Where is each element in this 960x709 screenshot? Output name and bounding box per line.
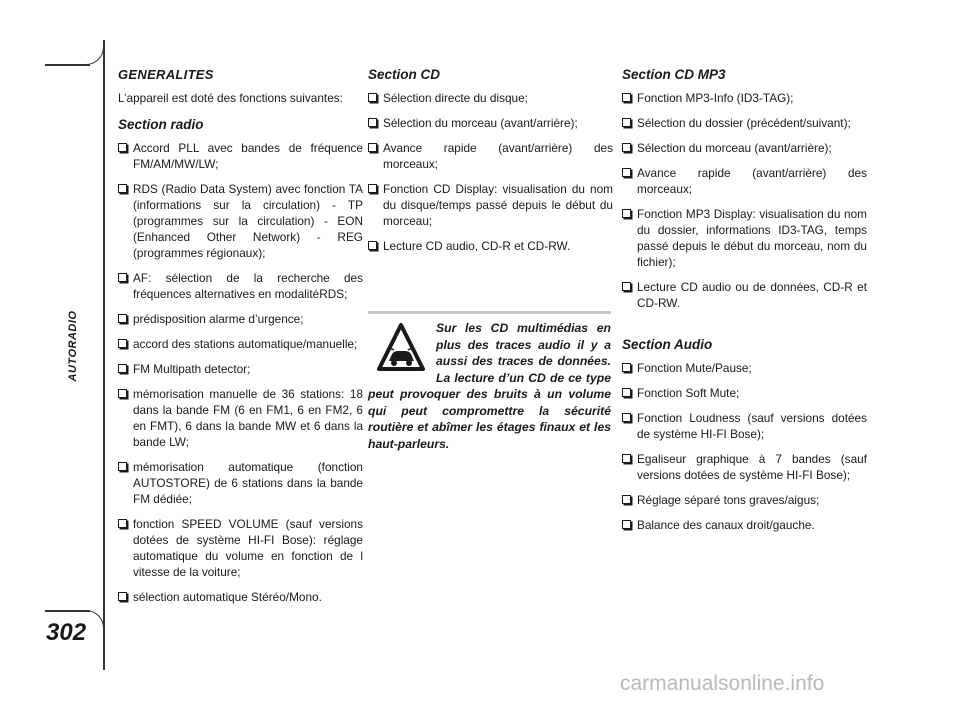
column-middle [368,66,613,263]
checkbox-bullet-icon [622,168,631,177]
list-item: RDS (Radio Data System) avec fonction TA (informations sur la circulation) - TP (programmes sur la circulation) - EON (Enhanced Other Network) - REG (programmes régionaux); [118,181,363,261]
checkbox-bullet-icon [118,592,127,601]
list-item: Sélection du morceau (avant/arrière); [622,140,867,156]
list-item: accord des stations automatique/manuelle; [118,336,363,352]
checkbox-bullet-icon [368,241,377,250]
checkbox-bullet-icon [622,413,631,422]
page-number: 302 [46,619,87,646]
checkbox-bullet-icon [118,519,127,528]
margin-curve-top [86,40,104,65]
checkbox-bullet-icon [622,93,631,102]
cd-feature-list [368,90,613,254]
list-item: Réglage séparé tons graves/aigus; [622,492,867,508]
checkbox-bullet-icon [368,118,377,127]
column-left [118,66,363,614]
list-item: Avance rapide (avant/arrière) des morceaux; [368,140,613,172]
list-item: Sélection du morceau (avant/arrière); [368,115,613,131]
list-item: Lecture CD audio ou de données, CD-R et CD-RW. [622,279,867,311]
section-side-label: AUTORADIO [67,310,79,382]
list-item: Sélection directe du disque; [368,90,613,106]
audio-feature-list [622,360,867,533]
checkbox-bullet-icon [622,454,631,463]
list-item: mémorisation manuelle de 36 stations: 18 dans la bande FM (6 en FM1, 6 en FM2, 6 en FMT), 6 dans la bande MW et 6 dans la bande LW; [118,386,363,450]
checkbox-bullet-icon [622,209,631,218]
checkbox-bullet-icon [118,389,127,398]
list-item: AF: sélection de la recherche des fréquences alternatives en modalitéRDS; [118,270,363,302]
checkbox-bullet-icon [118,314,127,323]
list-item: Balance des canaux droit/gauche. [622,517,867,533]
margin-tick-bottom [45,610,90,612]
list-item: fonction SPEED VOLUME (sauf versions dotées de système HI-FI Bose): réglage automatique du volume en fonction de l vitesse de la voiture; [118,516,363,580]
list-item: Fonction Soft Mute; [622,385,867,401]
margin-curve-bottom [86,610,104,635]
list-item: Egaliseur graphique à 7 bandes (sauf versions dotées de système HI-FI Bose); [622,451,867,483]
list-item: Fonction MP3-Info (ID3-TAG); [622,90,867,106]
list-item: Fonction Loudness (sauf versions dotées de système HI-FI Bose); [622,410,867,442]
mp3-feature-list [622,90,867,311]
list-item: Avance rapide (avant/arrière) des morceaux; [622,165,867,197]
checkbox-bullet-icon [622,282,631,291]
checkbox-bullet-icon [118,143,127,152]
checkbox-bullet-icon [622,495,631,504]
heading-section-radio: Section radio [118,117,204,132]
checkbox-bullet-icon [118,364,127,373]
watermark-text: carmanualsonline.info [620,672,825,695]
checkbox-bullet-icon [118,339,127,348]
intro-paragraph: L’appareil est doté des fonctions suivantes: [118,91,343,105]
checkbox-bullet-icon [622,118,631,127]
checkbox-bullet-icon [622,388,631,397]
checkbox-bullet-icon [118,273,127,282]
list-item: Accord PLL avec bandes de fréquence FM/AM/MW/LW; [118,140,363,172]
checkbox-bullet-icon [368,184,377,193]
margin-rule [103,40,105,670]
warning-car-icon [376,322,426,374]
checkbox-bullet-icon [368,143,377,152]
column-right [622,66,867,542]
checkbox-bullet-icon [118,462,127,471]
list-item: Fonction Mute/Pause; [622,360,867,376]
list-item: Sélection du dossier (précédent/suivant); [622,115,867,131]
heading-section-audio: Section Audio [622,337,713,352]
checkbox-bullet-icon [118,184,127,193]
list-item: Lecture CD audio, CD-R et CD-RW. [368,238,613,254]
warning-notice [368,311,611,452]
list-item: Fonction MP3 Display: visualisation du nom du dossier, informations ID3-TAG, temps passé depuis le début du morceau, nom du fichier); [622,206,867,270]
list-item: Fonction CD Display: visualisation du nom du disque/temps passé depuis le début du morceau; [368,181,613,229]
list-item: sélection automatique Stéréo/Mono. [118,589,363,605]
heading-section-cd-mp3: Section CD MP3 [622,67,726,82]
list-item: FM Multipath detector; [118,361,363,377]
margin-tick-top [45,64,90,66]
checkbox-bullet-icon [622,143,631,152]
heading-generalites: GENERALITES [118,67,214,82]
checkbox-bullet-icon [622,363,631,372]
radio-feature-list [118,140,363,605]
warning-text: Sur les CD multimédias en plus des traces audio il y a aussi des traces de données. La lecture d’un CD de ce type peut provoquer des bruits à un volume qui peut compromettre la sécurité routière et abîmer les étages finaux et les haut-parleurs. [368,321,611,451]
list-item: prédisposition alarme d’urgence; [118,311,363,327]
list-item: mémorisation automatique (fonction AUTOSTORE) de 6 stations dans la bande FM dédiée; [118,459,363,507]
checkbox-bullet-icon [368,93,377,102]
heading-section-cd: Section CD [368,67,441,82]
checkbox-bullet-icon [622,520,631,529]
